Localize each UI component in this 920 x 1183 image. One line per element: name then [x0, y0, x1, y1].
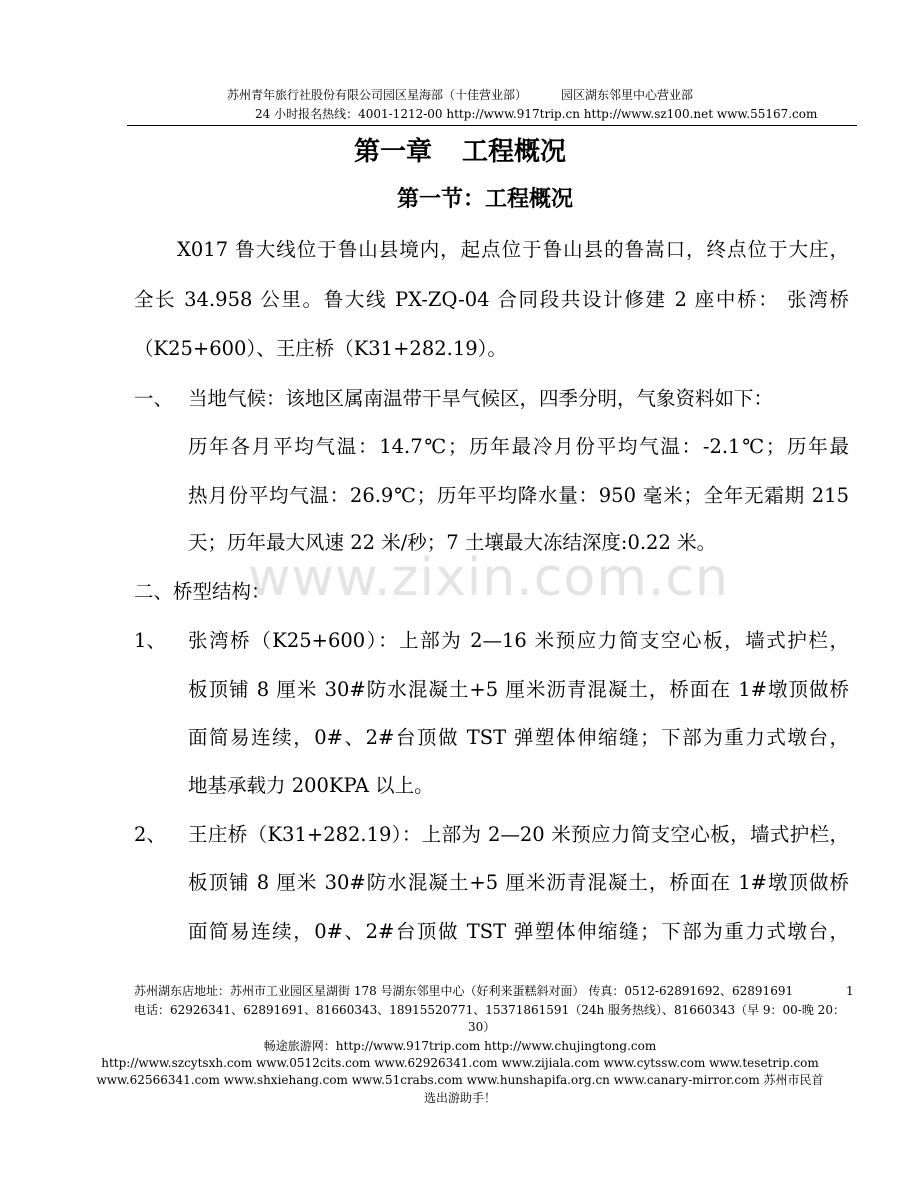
chapter-name: 工程概况: [462, 137, 567, 167]
intro-line-3: （K25+600）、王庄桥（K31+282.19）。: [134, 337, 507, 360]
page-number: 1: [846, 984, 854, 998]
chapter-title: [0, 136, 920, 168]
header-hotline: 24 小时报名热线：4001-1212-00 http://www.917trip.cn http://www.sz100.net www.55167.com: [255, 107, 818, 121]
climate-line-2: 历年各月平均气温：14.7℃；历年最冷月份平均气温：-2.1℃；历年最: [188, 435, 849, 458]
header-branch: 园区湖东邻里中心营业部: [561, 88, 694, 102]
header-company: 苏州青年旅行社股份有限公司园区星海部（十佳营业部）: [226, 88, 527, 102]
climate-line-1: 当地气候：该地区属南温带干旱气候区，四季分明，气象资料如下：: [188, 387, 774, 410]
intro-line-1: X017 鲁大线位于鲁山县境内，起点位于鲁山县的鲁嵩口，终点位于大庄，: [177, 238, 849, 261]
watermark: www.zixin.com.cn: [248, 548, 729, 608]
header-divider: [127, 125, 857, 126]
footer-phones: 电话：62926341、62891691、81660343、18915520771、15371861591（24h 服务热线）、81660343（早 9：00-晚 20：: [134, 1003, 845, 1017]
bridge1-line-1: 张湾桥（K25+600）：上部为 2—16 米预应力简支空心板，墙式护栏，: [188, 629, 849, 652]
footer-links-1: http://www.szcytsxh.com www.0512cits.com www.62926341.com www.zijiala.com www.cytssw.com www.tesetrip.com: [101, 1056, 819, 1070]
bridge1-line-2: 板顶铺 8 厘米 30#防水混凝土+5 厘米沥青混凝土，桥面在 1#墩顶做桥: [188, 678, 849, 701]
climate-marker: 一、: [134, 387, 174, 410]
climate-line-3: 热月份平均气温：26.9℃；历年平均降水量：950 毫米；全年无霜期 215: [188, 484, 849, 507]
bridge2-line-2: 板顶铺 8 厘米 30#防水混凝土+5 厘米沥青混凝土，桥面在 1#墩顶做桥: [188, 871, 849, 894]
bridge1-line-4: 地基承载力 200KPA 以上。: [188, 774, 434, 797]
section-title: 第一节：工程概况: [396, 187, 573, 212]
bridge1-marker: 1、: [134, 629, 166, 652]
bridge1-line-3: 面简易连续，0#、2#台顶做 TST 弹塑体伸缩缝；下部为重力式墩台，: [188, 726, 849, 749]
footer-phones-cont: 30）: [468, 1020, 496, 1034]
bridge2-marker: 2、: [134, 823, 166, 846]
chapter-number: 第一章: [353, 137, 432, 167]
footer-website: 畅途旅游网：http://www.917trip.com http://www.chujingtong.com: [263, 1039, 657, 1053]
page-header-line1: [0, 88, 920, 103]
structure-heading: 二、桥型结构：: [134, 580, 271, 603]
bridge2-line-1: 王庄桥（K31+282.19）：上部为 2—20 米预应力简支空心板，墙式护栏，: [188, 823, 849, 846]
climate-line-4: 天；历年最大风速 22 米/秒；7 土壤最大冻结深度:0.22 米。: [188, 531, 717, 554]
bridge2-line-3: 面简易连续，0#、2#台顶做 TST 弹塑体伸缩缝；下部为重力式墩台，: [188, 920, 849, 943]
footer-address: 苏州湖东店地址：苏州市工业园区星湖街 178 号湖东邻里中心（好利来蛋糕斜对面） 传真：0512-62891692、62891691: [134, 984, 794, 998]
footer-slogan: 选出游助手！: [423, 1091, 496, 1105]
intro-line-2: 全长 34.958 公里。鲁大线 PX-ZQ-04 合同段共设计修建 2 座中桥： 张湾桥: [134, 288, 849, 311]
footer-links-2: www.62566341.com www.shxiehang.com www.51crabs.com www.hunshapifa.org.cn www.canary-mirror.com 苏州市民首: [96, 1073, 824, 1087]
